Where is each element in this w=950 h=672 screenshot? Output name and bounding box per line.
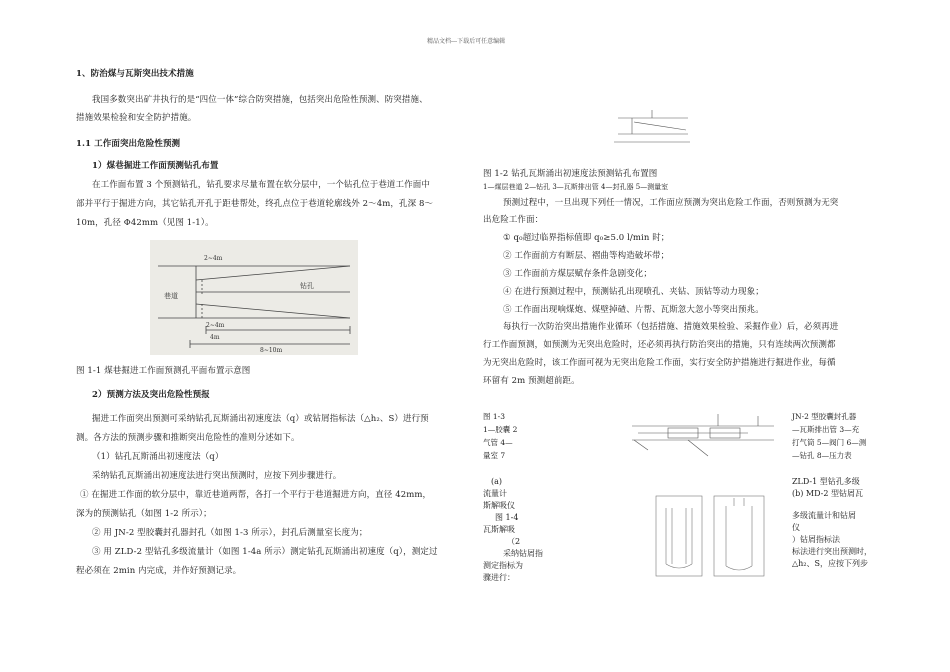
text-line: 仪 (792, 523, 800, 532)
subsection-heading: 1.1 工作面突出危险性预测 (76, 139, 181, 149)
label-tunnel: 巷道 (164, 292, 178, 300)
text-line: ZLD-1 型钻孔多级 (792, 477, 860, 486)
borehole-layout-diagram (612, 108, 692, 150)
label-2-4m-top: 2~4m (204, 255, 223, 262)
paragraph: 行工作面预测，如预测为无突出危险时，还必须再执行防治突出的措施，只有连续两次预测都 (483, 340, 836, 350)
text-line: 斯解吸仪 (483, 501, 515, 510)
drill-layout-diagram (150, 240, 358, 355)
text-line: JN-2 型胶囊封孔器 (792, 412, 857, 421)
list-item: ② 工作面前方有断层、褶曲等构造破坏带； (503, 251, 670, 261)
capsule-sealer-diagram (628, 410, 778, 462)
figure-caption: 图 1-2 钻孔瓦斯涌出初速度法预测钻孔布置图 (483, 169, 658, 179)
text-line: 气管 4— (483, 438, 513, 447)
paragraph: 每执行一次防治突出措施作业循环（包括措施、措施效果检验、采掘作业）后，必须再进 (503, 322, 839, 332)
text-line: 骤进行： (483, 573, 515, 582)
figure-1-1 (150, 240, 358, 355)
text-line: 打气筒 5—阀门 6—测 (792, 438, 867, 447)
figure-1-4 (650, 492, 770, 578)
figure-caption: 图 1-1 煤巷掘进工作面预测孔平面布置示意图 (76, 366, 251, 376)
paragraph: ① 在掘进工作面的软分层中，靠近巷道两帮，各打一个平行于巷道掘进方向，直径 42mm， (80, 490, 432, 500)
text-line: 流量计 (483, 489, 507, 498)
paragraph: （1）钻孔瓦斯涌出初速度法（q） (92, 452, 224, 462)
label-drill-hole: 钻孔 (300, 282, 314, 290)
text-line: 测定指标为 (483, 561, 523, 570)
paragraph: 出危险工作面： (483, 215, 544, 225)
list-item: ③ 工作面前方煤层赋存条件急剧变化； (503, 269, 653, 279)
text-line: （2 (507, 537, 521, 546)
text-line: 采纳钻屑指 (503, 549, 543, 558)
paragraph: ② 用 JN-2 型胶囊封孔器封孔（如图 1-3 所示），封孔后测量室长度为； (92, 528, 368, 538)
section-heading: 1、防治煤与瓦斯突出技术措施 (76, 69, 194, 79)
paragraph: 测。各方法的预测步骤和推断突出危险性的准则分述如下。 (76, 433, 300, 443)
subsubsection-heading: 1）煤巷掘进工作面预测钻孔布置 (92, 161, 219, 171)
text-line: 标法进行突出预测时， (792, 547, 872, 556)
figure-1-3 (628, 410, 778, 462)
text-line: 多级流量计和钻屑 (792, 511, 856, 520)
text-line: 量室 7 (483, 451, 506, 460)
list-item: ⑤ 工作面出现响煤炮、煤壁掉碴、片帮、瓦斯忽大忽小等突出预兆。 (503, 305, 764, 315)
page-header: 精品文档---下载后可任意编辑 (427, 38, 506, 45)
paragraph: 为无突出危险时，该工作面可视为无突出危险工作面，实行安全防护措施进行掘进作业，每循 (483, 358, 836, 368)
text-line (792, 500, 872, 510)
figure-1-2 (612, 108, 692, 150)
text-line: 图 1-4 (495, 513, 519, 522)
list-item: ④ 在进行预测过程中，预测钻孔出现喷孔、夹钻、顶钻等动力现象； (503, 287, 764, 297)
label-2-4m-bottom: 2~4m (206, 322, 225, 329)
paragraph: 采纳钻孔瓦斯涌出初速度法进行突出预测时，应按下列步骤进行。 (92, 471, 342, 481)
text-line: —瓦斯排出管 3—充 (792, 425, 860, 434)
paragraph: 措施效果检验和安全防护措施。 (76, 113, 197, 123)
paragraph: 部并平行于掘进方向，其它钻孔开孔于距巷帮处，终孔点位于巷道轮廓线外 2～4m，孔深 8～ (76, 199, 434, 209)
figure-legend: 1—煤层巷道 2—钻孔 3—瓦斯排出管 4—封孔器 5—测量室 (483, 183, 669, 191)
list-item: ① q₀超过临界指标值即 q₀≥5.0 l/min 时； (503, 233, 670, 243)
figure-1-3-left-text (483, 410, 517, 462)
label-8-10m: 8~10m (260, 347, 283, 354)
text-line: 瓦斯解吸 (483, 525, 515, 534)
paragraph: 深为的预测钻孔（如图 1-2 所示）； (76, 509, 212, 519)
text-line: 图 1-3 (483, 412, 505, 421)
paragraph: 在工作面布置 3 个预测钻孔，钻孔要求尽量布置在软分层中，一个钻孔位于巷道工作面中 (92, 180, 430, 190)
paragraph: 预测过程中，一旦出现下列任一情况，工作面应预测为突出危险工作面，否则预测为无突 (503, 198, 839, 208)
paragraph: 程必须在 2min 内完成，并作好预测记录。 (76, 566, 242, 576)
text-line: 1—胶囊 2 (483, 425, 518, 434)
label-4m: 4m (210, 334, 220, 341)
text-line: (a) (491, 477, 503, 486)
text-line: (b) MD-2 型钻屑瓦 (792, 489, 863, 498)
flowmeter-diagram (650, 492, 770, 578)
figure-1-4-right-text (792, 476, 872, 570)
figure-1-4-left-text (483, 476, 543, 584)
text-line: —钻孔 8—压力表 (792, 451, 852, 460)
paragraph: 我国多数突出矿井执行的是“四位一体”综合防突措施，包括突出危险性预测、防突措施、 (92, 95, 428, 105)
text-line: △h₂、S，应按下列步 (792, 559, 868, 568)
figure-1-3-right-text (792, 410, 866, 462)
paragraph: 10m，孔径 Φ42mm（见图 1-1）。 (76, 218, 214, 228)
subsubsection-heading: 2）预测方法及突出危险性预报 (92, 390, 210, 400)
text-line: ）钻屑指标法 (792, 535, 840, 544)
paragraph: ③ 用 ZLD-2 型钻孔多级流量计（如图 1-4a 所示）测定钻孔瓦斯涌出初速度（q），测定过 (92, 547, 438, 557)
paragraph: 掘进工作面突出预测可采纳钻孔瓦斯涌出初速度法（q）或钻屑指标法（△h₂、S）进行预 (92, 414, 429, 424)
paragraph: 环留有 2m 预测超前距。 (483, 376, 580, 386)
